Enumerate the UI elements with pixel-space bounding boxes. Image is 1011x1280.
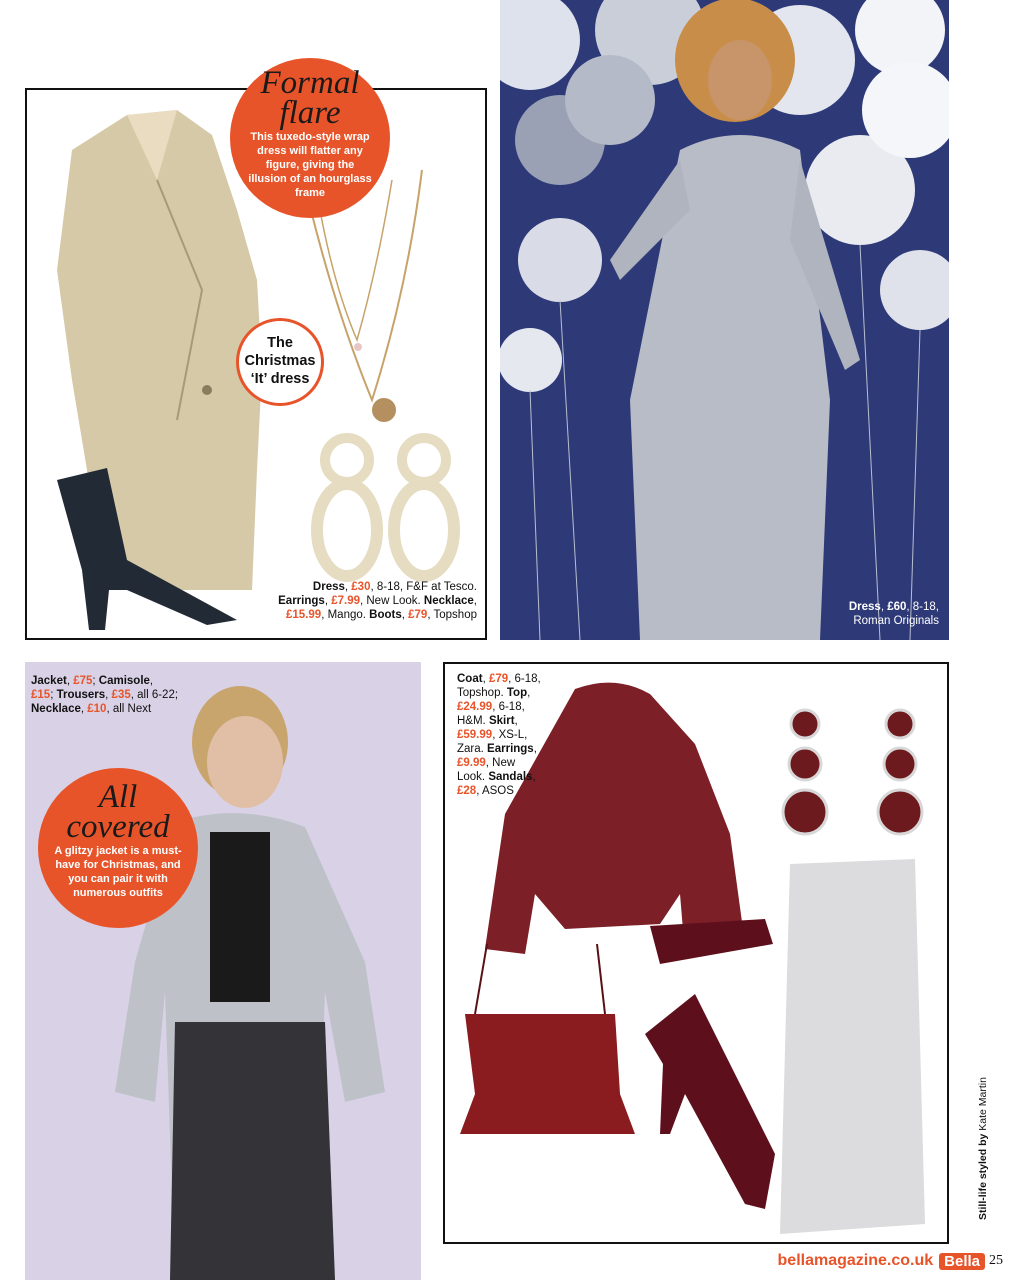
sequin-fringe-skirt <box>780 859 925 1234</box>
panel3-credit: Jacket, £75; Camisole, £15; Trousers, £35, all 6-22; Necklace, £10, all Next <box>31 675 179 715</box>
page-footer <box>778 1252 1003 1270</box>
footer-brand-logo: Bella <box>939 1253 985 1270</box>
sequin-jacket-model-photo <box>25 662 421 1280</box>
panel-all-covered <box>25 662 421 1280</box>
christmas-it-dress-tag: The Christmas ‘It’ dress <box>236 318 324 406</box>
pearl-earrings <box>317 438 454 576</box>
formal-flare-badge <box>230 58 390 218</box>
panel-model-balloons <box>500 0 949 640</box>
badge-title-flare: flare <box>279 95 341 131</box>
balloons-model-photo <box>500 0 949 640</box>
badge-title-formal: Formal <box>260 65 360 101</box>
velvet-sandals <box>645 994 775 1209</box>
page-number: 25 <box>989 1253 1003 1268</box>
panel4-credit: Coat, £79, 6-18, Topshop. Top, £24.99, 6-18, H&M. Skirt, £59.99, XS-L, Zara. Earrings, £9.99, New Look. Sandals, £28, ASOS <box>457 673 541 797</box>
panel-still-life-burgundy <box>443 662 949 1244</box>
badge-text: A glitzy jacket is a must-have for Christmas, and you can pair it with numerous outfits <box>54 845 182 899</box>
all-covered-badge <box>38 768 198 928</box>
garnet-earrings <box>783 710 922 834</box>
glitter-trousers <box>170 1022 335 1280</box>
panel2-credit: Dress, £60, 8-18, Roman Originals <box>848 601 939 627</box>
badge-title-all: All <box>98 779 138 815</box>
badge-title-covered: covered <box>66 809 170 845</box>
satin-cami-top <box>460 1014 635 1134</box>
still-life-stylist-credit: Still-life styled by Kate Martin <box>977 1077 989 1220</box>
footer-url[interactable]: bellamagazine.co.uk <box>777 1252 934 1269</box>
black-camisole <box>210 832 270 1002</box>
panel1-credit: Dress, £30, 8-18, F&F at Tesco. Earrings, £7.99, New Look. Necklace, £15.99, Mango. Boots, £79, Topshop <box>278 581 477 621</box>
badge-text: This tuxedo-style wrap dress will flatter any figure, giving the illusion of an hourglass frame <box>248 131 372 199</box>
